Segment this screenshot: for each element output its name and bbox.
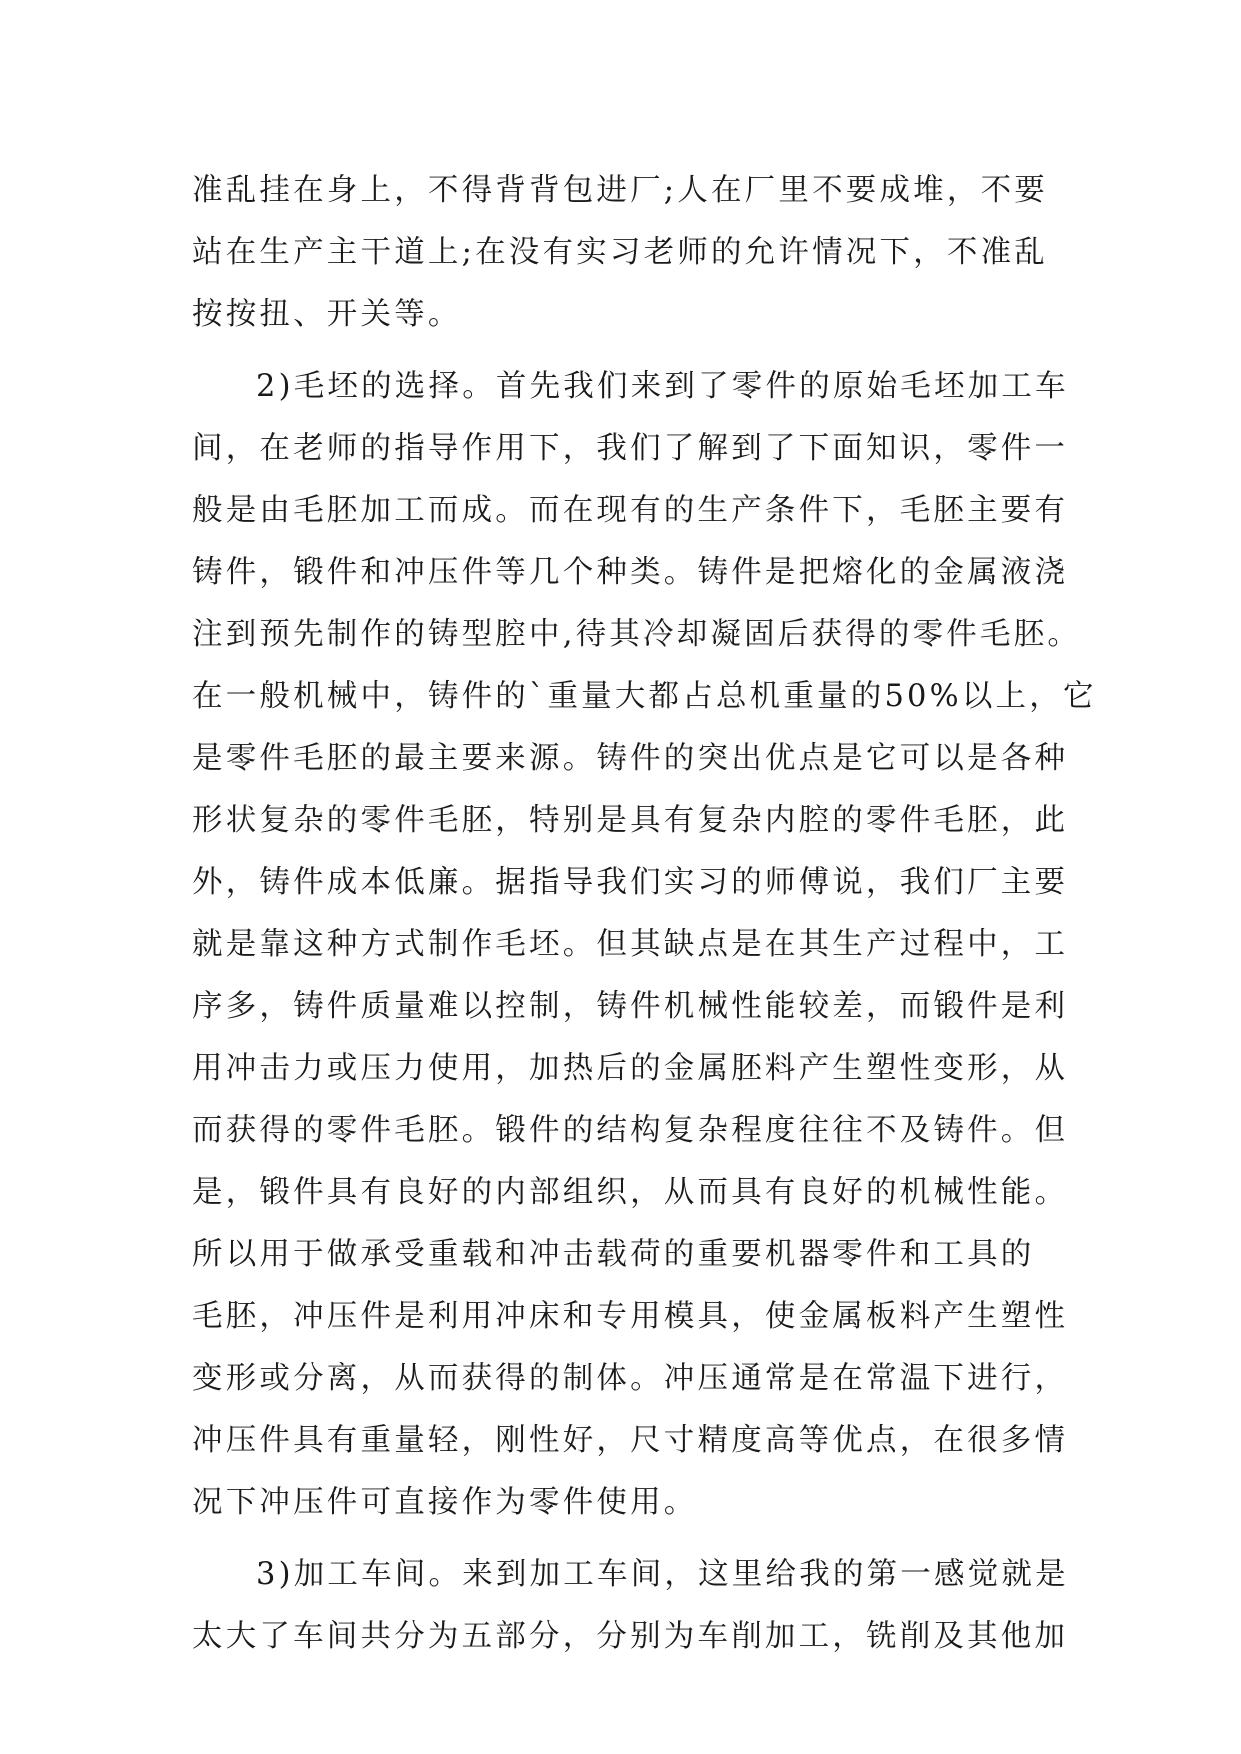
text-line: 太大了车间共分为五部分，分别为车削加工，铣削及其他加 (192, 1619, 1069, 1654)
document-body (192, 160, 1097, 1668)
text-line: 准乱挂在身上，不得背背包进厂;人在厂里不要成堆，不要 (192, 173, 1048, 208)
text-line: 是，锻件具有良好的内部组织，从而具有良好的机械性能。 (192, 1175, 1069, 1210)
paragraph-machining-workshop (192, 1544, 1072, 1668)
text-line: 3)加工车间。来到加工车间，这里给我的第一感觉就是 (256, 1557, 1069, 1592)
text-line: 外，铸件成本低廉。据指导我们实习的师傅说，我们厂主要 (192, 865, 1069, 900)
paragraph-spacer (192, 346, 1072, 356)
text-line: 变形或分离，从而获得的制体。冲压通常是在常温下进行， (192, 1361, 1069, 1396)
paragraph-safety-rules (192, 160, 1072, 346)
text-line: 况下冲压件可直接作为零件使用。 (192, 1485, 698, 1520)
paragraph-blank-selection (192, 356, 1097, 1534)
text-line: 站在生产主干道上;在没有实习老师的允许情况下，不准乱 (192, 235, 1048, 270)
text-line: 所以用于做承受重载和冲击载荷的重要机器零件和工具的 (192, 1237, 1035, 1272)
text-line: 冲压件具有重量轻，刚性好，尺寸精度高等优点，在很多情 (192, 1423, 1069, 1458)
text-line: 而获得的零件毛胚。锻件的结构复杂程度往往不及铸件。但 (192, 1113, 1069, 1148)
text-line: 铸件，锻件和冲压件等几个种类。铸件是把熔化的金属液浇 (192, 555, 1069, 590)
text-line: 般是由毛胚加工而成。而在现有的生产条件下，毛胚主要有 (192, 493, 1069, 528)
text-line: 按按扭、开关等。 (192, 297, 462, 332)
text-line: 在一般机械中，铸件的`重量大都占总机重量的50%以上，它 (192, 679, 1097, 714)
text-line: 序多，铸件质量难以控制，铸件机械性能较差，而锻件是利 (192, 989, 1069, 1024)
text-line: 用冲击力或压力使用，加热后的金属胚料产生塑性变形，从 (192, 1051, 1069, 1086)
text-line: 是零件毛胚的最主要来源。铸件的突出优点是它可以是各种 (192, 741, 1069, 776)
text-line: 注到预先制作的铸型腔中,待其冷却凝固后获得的零件毛胚。 (192, 617, 1082, 652)
paragraph-spacer (192, 1534, 1072, 1544)
text-line: 毛胚，冲压件是利用冲床和专用模具，使金属板料产生塑性 (192, 1299, 1069, 1334)
text-line: 形状复杂的零件毛胚，特别是具有复杂内腔的零件毛胚，此 (192, 803, 1069, 838)
text-line: 间，在老师的指导作用下，我们了解到了下面知识，零件一 (192, 431, 1069, 466)
text-line: 就是靠这种方式制作毛坯。但其缺点是在其生产过程中，工 (192, 927, 1069, 962)
text-line: 2)毛坯的选择。首先我们来到了零件的原始毛坯加工车 (256, 369, 1069, 404)
